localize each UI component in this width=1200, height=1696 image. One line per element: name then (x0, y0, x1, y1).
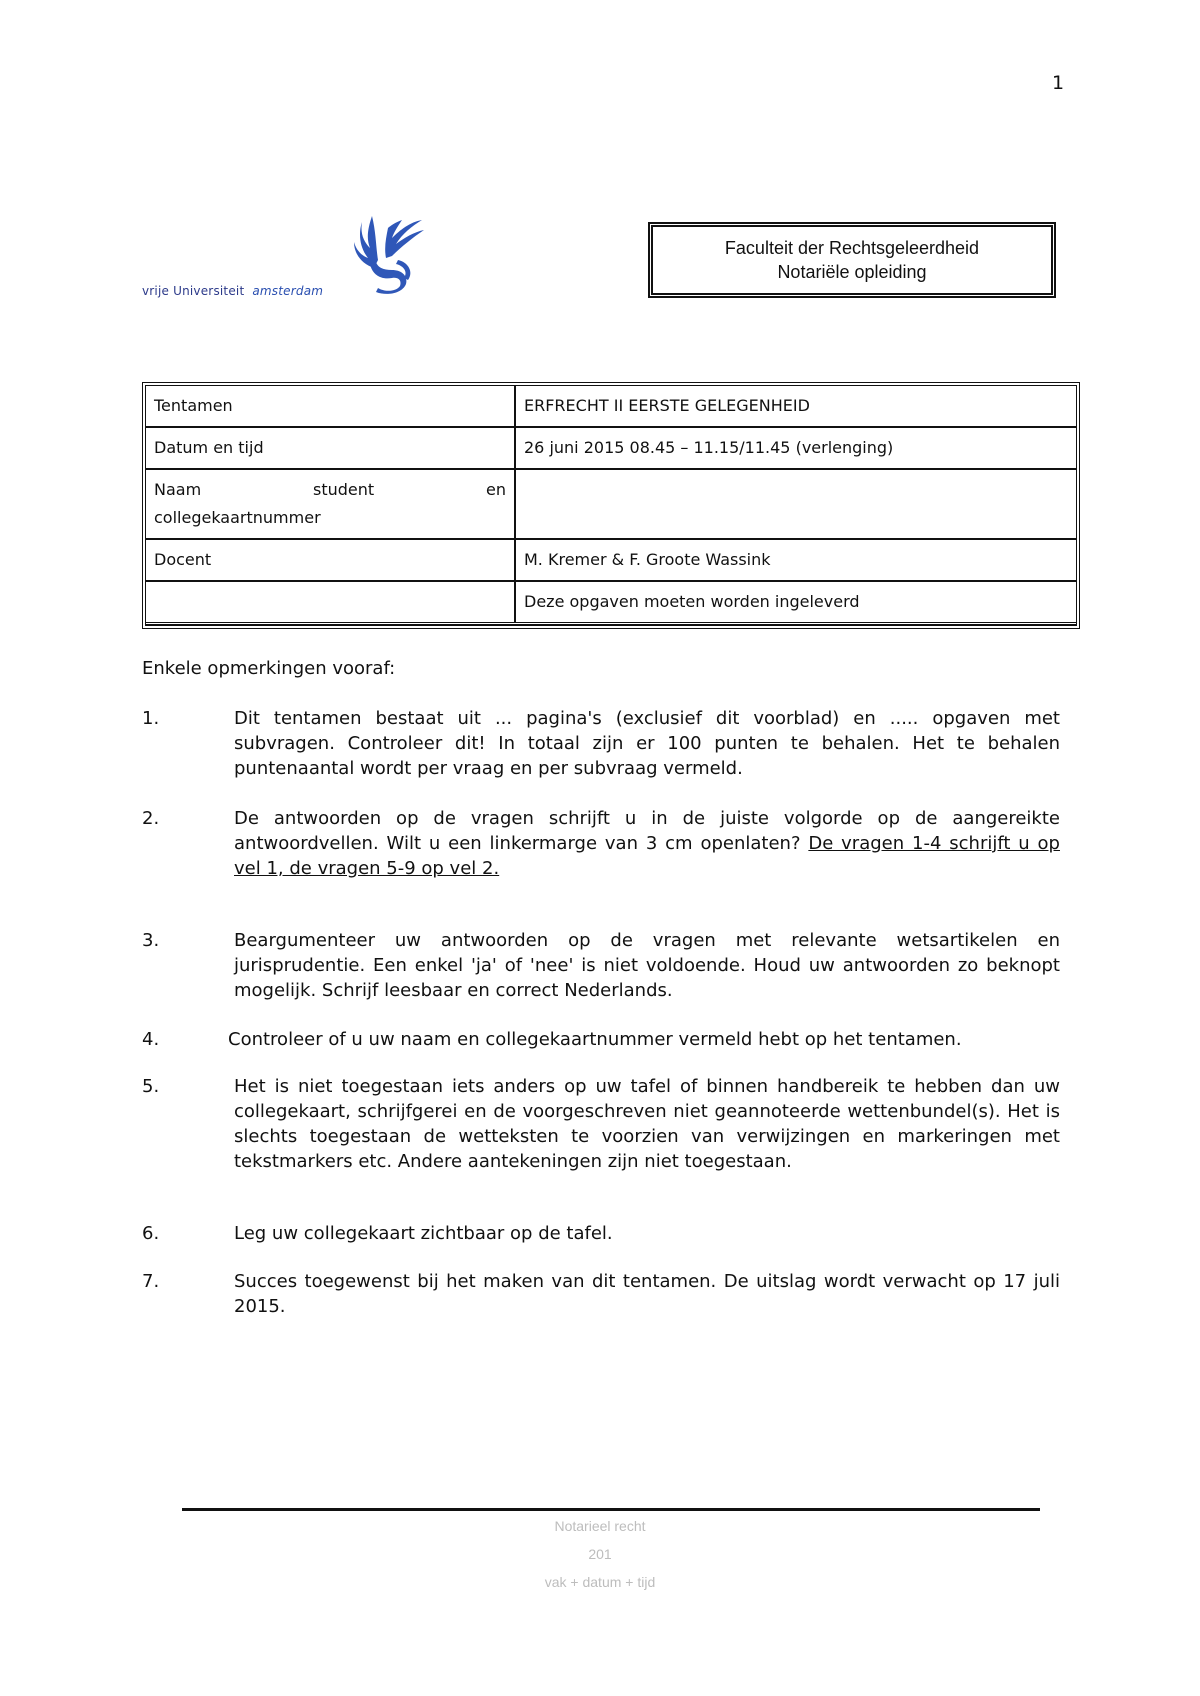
list-item (142, 706, 1060, 781)
faculty-box (648, 222, 1056, 298)
table-row (146, 540, 1076, 582)
item-text-plain: De antwoorden op de vragen schrijft u in de juiste volgorde op de aangereikte antwoordvellen. Wilt u een linkermarge van 3 cm openlaten? (234, 808, 1060, 854)
row-value-submit-note: Deze opgaven moeten worden ingeleverd (524, 592, 860, 611)
item-number: 5. (142, 1076, 160, 1097)
label-word: student (313, 480, 375, 499)
item-text: Leg uw collegekaart zichtbaar op de tafel. (234, 1223, 613, 1244)
student-name-field[interactable] (516, 470, 1076, 538)
item-number: 1. (142, 708, 160, 729)
logo-wordmark (142, 284, 323, 298)
row-label-empty (146, 582, 516, 622)
logo-university-name: vrije Universiteit (142, 284, 245, 298)
item-number: 2. (142, 808, 160, 829)
item-text: Succes toegewenst bij het maken van dit tentamen. De uitslag wordt verwacht op 17 juli 2015. (234, 1271, 1060, 1317)
list-item (142, 806, 1060, 881)
footer-course: Notarieel recht (554, 1518, 646, 1534)
exam-info-table (142, 382, 1080, 629)
item-number: 3. (142, 930, 160, 951)
item-number: 7. (142, 1271, 160, 1292)
footer-divider (182, 1508, 1040, 1511)
table-row (146, 470, 1076, 540)
row-value-teacher: M. Kremer & F. Groote Wassink (524, 550, 771, 569)
item-text: Het is niet toegestaan iets anders op uw tafel of binnen handbereik te hebben dan uw collegekaart, schrijfgerei en de voorgeschreven niet geannoteerde wettenbundel(s). Het is slechts toegestaan de wetteksten te voorzien van verwijzingen en markeringen met tekstmarkers etc. Andere aantekeningen zijn niet toegestaan. (234, 1076, 1060, 1172)
list-item (142, 1074, 1060, 1174)
footer-code: 201 (588, 1546, 612, 1562)
row-value-date: 26 juni 2015 08.45 – 11.15/11.45 (verlenging) (524, 438, 894, 457)
item-text-underlined: De vragen 1-4 schrijft u op vel 1, de vragen 5-9 op vel 2. (234, 833, 1060, 879)
program-name: Notariële opleiding (777, 262, 927, 282)
item-number: 4. (142, 1029, 160, 1050)
label-line2: collegekaartnummer (154, 508, 321, 527)
table-row (146, 386, 1076, 428)
page-number: 1 (1052, 72, 1065, 94)
item-text: Controleer of u uw naam en collegekaartnummer vermeld hebt op het tentamen. (228, 1029, 962, 1050)
row-label-date: Datum en tijd (146, 428, 516, 468)
item-text: Beargumenteer uw antwoorden op de vragen met relevante wetsartikelen en jurisprudentie. Een enkel 'ja' of 'nee' is niet voldoende. Houd uw antwoorden zo beknopt mogelijk. Schrijf leesbaar en correct Nederlands. (234, 930, 1060, 1001)
row-value-exam: ERFRECHT II EERSTE GELEGENHEID (524, 396, 810, 415)
row-label-student (146, 470, 516, 538)
label-word: en (486, 480, 506, 499)
list-item (142, 928, 1060, 1003)
intro-heading: Enkele opmerkingen vooraf: (142, 658, 396, 679)
faculty-name: Faculteit der Rechtsgeleerdheid (724, 238, 980, 258)
table-row (146, 582, 1076, 625)
item-text: Dit tentamen bestaat uit ... pagina's (exclusief dit voorblad) en ..... opgaven met subvragen. Controleer dit! In totaal zijn er 100 punten te behalen. Het te behalen puntenaantal wordt per vraag en per subvraag vermeld. (234, 708, 1060, 779)
item-text (234, 806, 1060, 881)
griffin-logo-icon (342, 208, 426, 294)
list-item (142, 1269, 1060, 1319)
logo-city: amsterdam (252, 284, 324, 298)
label-word: Naam (154, 480, 202, 499)
item-number: 6. (142, 1223, 160, 1244)
row-label-exam: Tentamen (146, 386, 516, 426)
footer-subject-date: vak + datum + tijd (544, 1574, 656, 1590)
row-label-teacher: Docent (146, 540, 516, 580)
university-logo (142, 208, 442, 298)
list-item (142, 1221, 1060, 1246)
table-row (146, 428, 1076, 470)
list-item (142, 1027, 1060, 1052)
